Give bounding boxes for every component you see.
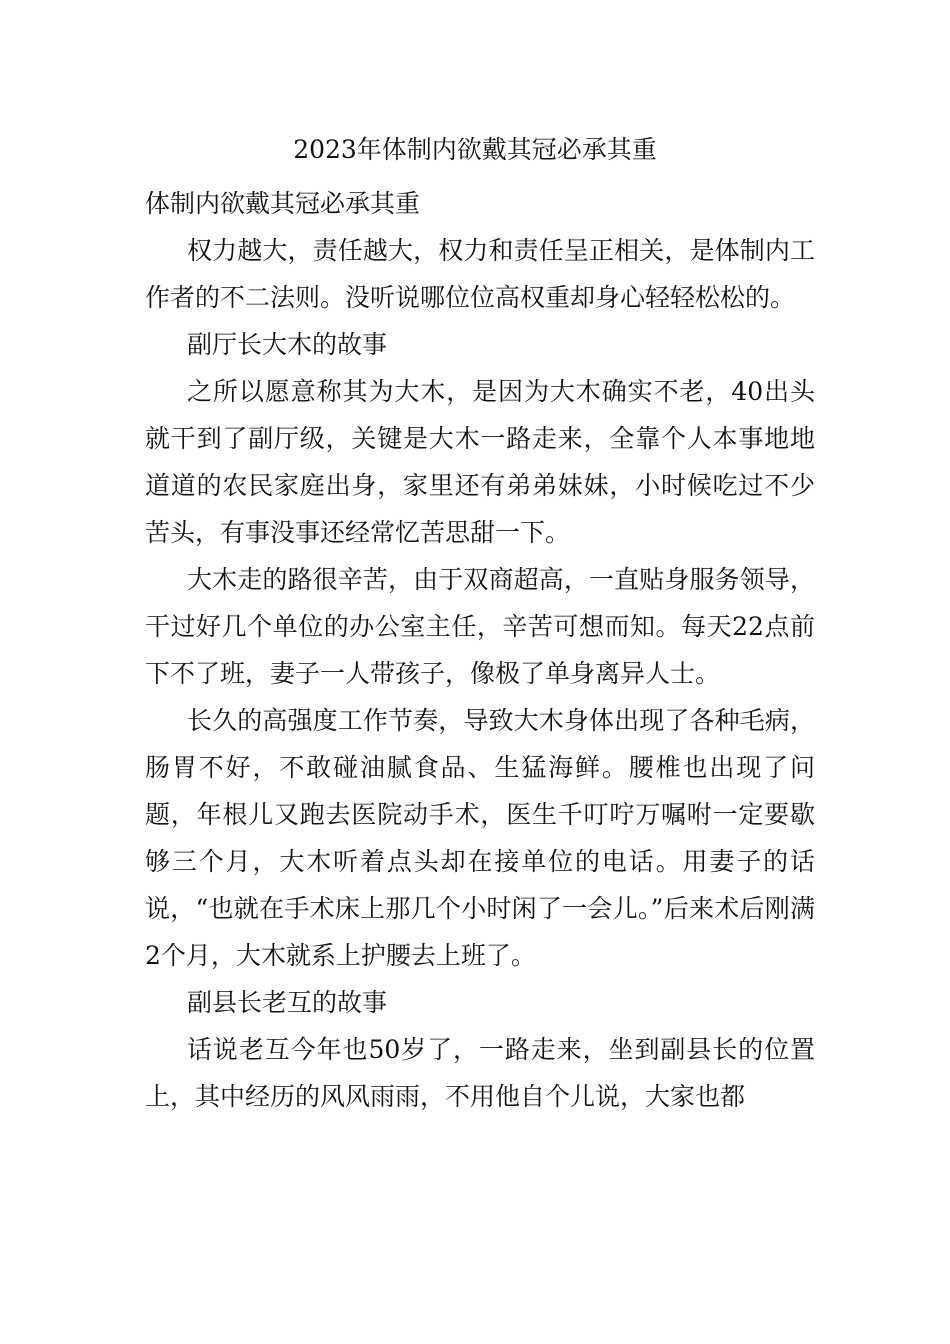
- body-paragraph: 之所以愿意称其为大木，是因为大木确实不老，40出头就干到了副厅级，关键是大木一路走来，全靠个人本事地地道道的农民家庭出身，家里还有弟弟妹妹，小时候吃过不少苦头，有事没事还经常忆苦思甜一下。: [145, 377, 815, 547]
- body-paragraph: 长久的高强度工作节奏，导致大木身体出现了各种毛病，肠胃不好，不敢碰油腻食品、生猛海鲜。腰椎也出现了问题，年根儿又跑去医院动手术，医生千叮咛万嘱咐一定要歇够三个月，大木听着点头却在接单位的电话。用妻子的话说，“也就在手术床上那几个小时闲了一会儿。”后来术后刚满2个月，大木就系上护腰去上班了。: [145, 706, 815, 970]
- document-body: [145, 180, 815, 1120]
- body-paragraph: 话说老互今年也50岁了，一路走来，坐到副县长的位置上，其中经历的风风雨雨，不用他自个儿说，大家也都: [145, 1035, 815, 1111]
- subtitle-paragraph: 体制内欲戴其冠必承其重: [145, 189, 421, 218]
- document-title: 2023年体制内欲戴其冠必承其重: [293, 135, 657, 164]
- section-heading-damu: 副厅长大木的故事: [187, 330, 388, 359]
- body-paragraph: 大木走的路很辛苦，由于双商超高，一直贴身服务领导，干过好几个单位的办公室主任，辛苦可想而知。每天22点前下不了班，妻子一人带孩子，像极了单身离异人士。: [145, 565, 815, 688]
- intro-paragraph: 权力越大，责任越大，权力和责任呈正相关，是体制内工作者的不二法则。没听说哪位位高权重却身心轻轻松松的。: [145, 236, 815, 312]
- section-heading-laohu: 副县长老互的故事: [187, 988, 388, 1017]
